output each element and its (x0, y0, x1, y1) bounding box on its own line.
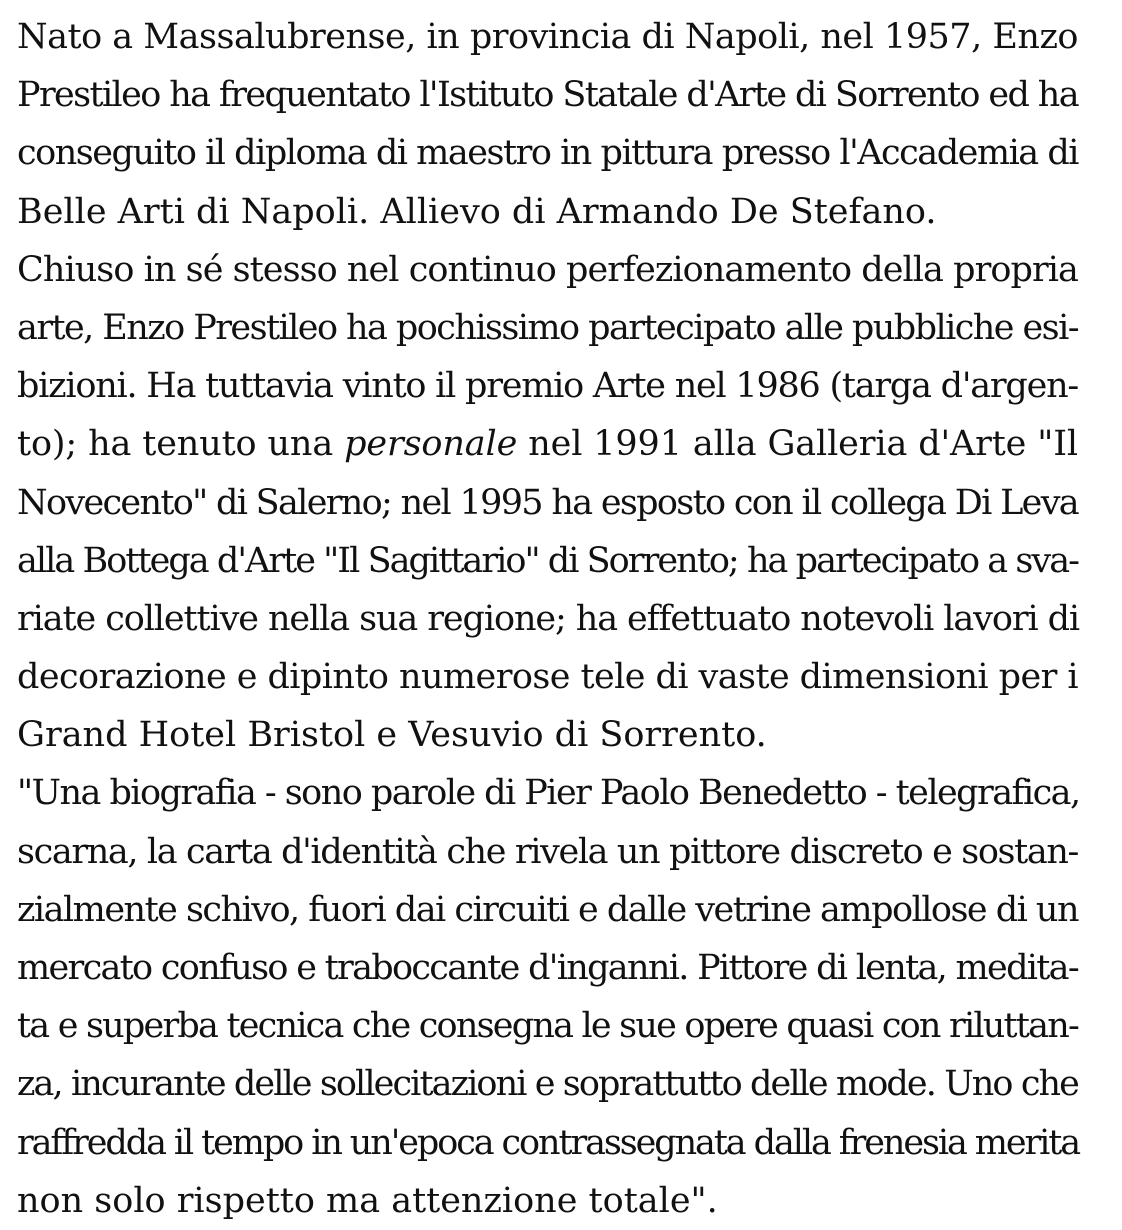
text-line: Chiuso in sé stesso nel continuo perfezionamento della propria (17, 249, 1078, 290)
paragraph-3 (17, 764, 1078, 1230)
text-line: Belle Arti di Napoli. Allievo di Armando De Stefano. (17, 191, 937, 232)
biography-text (17, 8, 1078, 1230)
text-line: Nato a Massalubrense, in provincia di Napoli, nel 1957, Enzo (17, 17, 1078, 57)
text-line: ta e superba tecnica che consegna le sue opere quasi con riluttan- (17, 1006, 1078, 1047)
text-line: arte, Enzo Prestileo ha pochissimo partecipato alle pubbliche esi- (17, 307, 1078, 348)
text-line: "Una biografia - sono parole di Pier Paolo Benedetto - telegrafica, (17, 773, 1080, 814)
text-line: Grand Hotel Bristol e Vesuvio di Sorrento. (17, 715, 767, 756)
italic-word: personale (344, 424, 518, 465)
paragraph-1 (17, 8, 1078, 241)
text-line: non solo rispetto ma attenzione totale". (17, 1180, 718, 1221)
text-line: alla Bottega d'Arte "Il Sagittario" di Sorrento; ha partecipato a sva- (17, 540, 1078, 581)
paragraph-2 (17, 241, 1078, 765)
text-line: Novecento" di Salerno; nel 1995 ha esposto con il collega Di Leva (17, 482, 1078, 523)
text-segment: nel 1991 alla Galleria d'Arte "Il (517, 424, 1079, 465)
text-line: zialmente schivo, fuori dai circuiti e dalle vetrine ampollose di un (17, 889, 1078, 930)
text-line: bizioni. Ha tuttavia vinto il premio Arte nel 1986 (targa d'argen- (17, 366, 1078, 407)
text-line: decorazione e dipinto numerose tele di vaste dimensioni per i (17, 657, 1078, 698)
text-line: mercato confuso e traboccante d'inganni. Pittore di lenta, medita- (17, 948, 1078, 988)
text-line: conseguito il diploma di maestro in pittura presso l'Accademia di (17, 133, 1078, 174)
text-line-with-italic (17, 415, 1078, 473)
text-line: riate collettive nella sua regione; ha effettuato notevoli lavori di (17, 598, 1080, 639)
text-segment: to); ha tenuto una (17, 424, 345, 465)
text-line: raffredda il tempo in un'epoca contrassegnata dalla frenesia merita (17, 1122, 1080, 1163)
text-line: Prestileo ha frequentato l'Istituto Statale d'Arte di Sorrento ed ha (17, 75, 1078, 116)
text-line: za, incurante delle sollecitazioni e soprattutto delle mode. Uno che (17, 1064, 1078, 1105)
text-line: scarna, la carta d'identità che rivela un pittore discreto e sostan- (17, 831, 1078, 872)
